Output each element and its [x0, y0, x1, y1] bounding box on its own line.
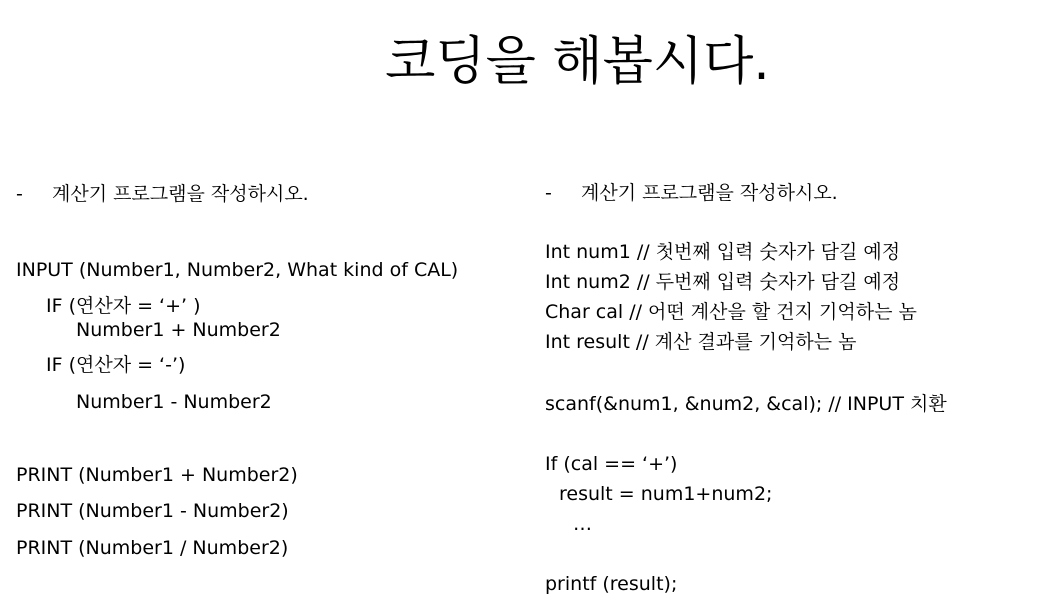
code-line: Char cal // 어떤 계산을 할 건지 기억하는 놈	[545, 301, 917, 323]
code-line: result = num1+num2;	[559, 483, 773, 505]
slide-title: 코딩을 해봅시다.	[385, 32, 770, 92]
code-line: If (cal == ‘+’)	[545, 453, 678, 475]
pseudocode-line: IF (연산자 = ‘+’ )	[46, 295, 201, 317]
code-line: …	[573, 513, 592, 535]
code-line: scanf(&num1, &num2, &cal); // INPUT 치환	[545, 393, 947, 415]
pseudocode-line: PRINT (Number1 / Number2)	[16, 537, 289, 559]
code-line: Int num2 // 두번째 입력 숫자가 담길 예정	[545, 271, 901, 293]
right-heading-bullet: -	[545, 182, 552, 204]
right-heading	[545, 181, 838, 205]
pseudocode-line: Number1 + Number2	[76, 319, 281, 341]
left-heading-bullet: -	[16, 183, 23, 205]
pseudocode-line: PRINT (Number1 - Number2)	[16, 500, 289, 522]
left-heading	[16, 182, 309, 206]
pseudocode-line: IF (연산자 = ‘-’)	[46, 354, 186, 376]
pseudocode-line: Number1 - Number2	[76, 391, 272, 413]
code-line: Int num1 // 첫번째 입력 숫자가 담길 예정	[545, 241, 901, 263]
code-line: Int result // 계산 결과를 기억하는 놈	[545, 331, 857, 353]
code-line: printf (result);	[545, 573, 678, 595]
right-heading-text: 계산기 프로그램을 작성하시오.	[581, 182, 838, 204]
pseudocode-line: PRINT (Number1 + Number2)	[16, 464, 298, 486]
pseudocode-line: INPUT (Number1, Number2, What kind of CAL)	[16, 259, 459, 281]
left-heading-text: 계산기 프로그램을 작성하시오.	[52, 183, 309, 205]
